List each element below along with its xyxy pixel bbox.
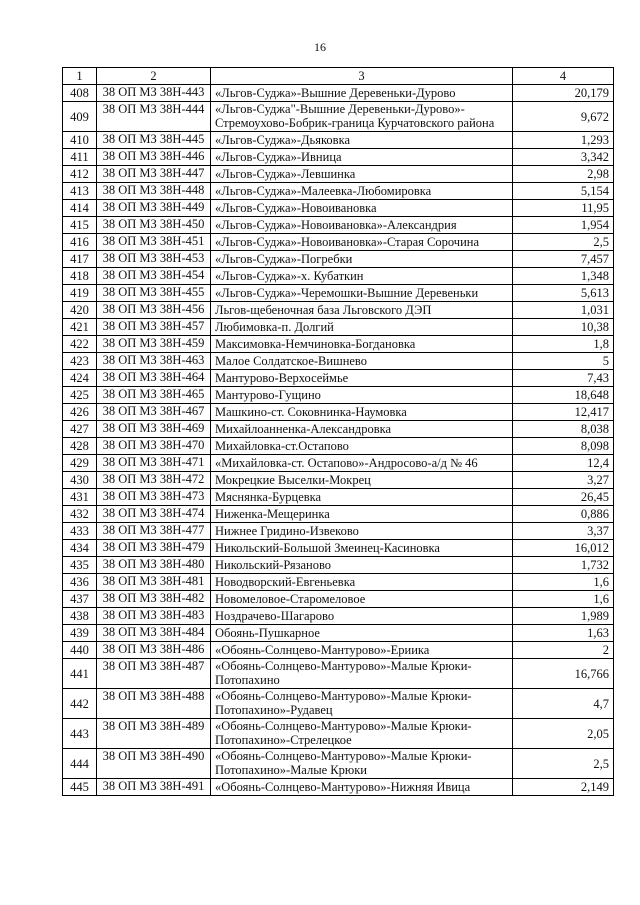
road-length: 26,45: [513, 489, 614, 506]
road-name: [211, 319, 513, 336]
row-number: 427: [63, 421, 97, 438]
road-length: 3,27: [513, 472, 614, 489]
road-length: 7,457: [513, 251, 614, 268]
road-code: 38 ОП МЗ 38Н-470: [97, 438, 211, 455]
road-name: [211, 149, 513, 166]
road-name: [211, 574, 513, 591]
row-number: 425: [63, 387, 97, 404]
road-name-line: Новодворский-Евгеньевка: [215, 575, 356, 589]
table-row: [63, 166, 614, 183]
row-number: 419: [63, 285, 97, 302]
table-row: [63, 302, 614, 319]
row-number: 436: [63, 574, 97, 591]
row-number: 413: [63, 183, 97, 200]
road-name-line: Мантурово-Верхосеймье: [215, 371, 349, 385]
road-code: 38 ОП МЗ 38Н-459: [97, 336, 211, 353]
road-name: [211, 183, 513, 200]
road-name-line: «Льгов-Суджа"-Вышние Деревеньки-Дурово»-: [215, 102, 465, 116]
table-row: [63, 149, 614, 166]
road-name: [211, 540, 513, 557]
road-name: [211, 251, 513, 268]
road-length: 11,95: [513, 200, 614, 217]
road-code: 38 ОП МЗ 38Н-454: [97, 268, 211, 285]
road-length: 9,672: [513, 102, 614, 132]
road-length: 18,648: [513, 387, 614, 404]
road-name: [211, 85, 513, 102]
row-number: 422: [63, 336, 97, 353]
row-number: 431: [63, 489, 97, 506]
table-row: [63, 557, 614, 574]
road-length: 12,4: [513, 455, 614, 472]
road-length: 5,154: [513, 183, 614, 200]
road-name: [211, 472, 513, 489]
road-name-line: Мокрецкие Выселки-Мокрец: [215, 473, 371, 487]
road-length: 1,954: [513, 217, 614, 234]
road-length: 2,149: [513, 779, 614, 796]
road-name: [211, 285, 513, 302]
road-length: 2,98: [513, 166, 614, 183]
road-code: 38 ОП МЗ 38Н-467: [97, 404, 211, 421]
row-number: 412: [63, 166, 97, 183]
table-row: [63, 387, 614, 404]
table-row: [63, 336, 614, 353]
table-row: [63, 217, 614, 234]
road-code: 38 ОП МЗ 38Н-474: [97, 506, 211, 523]
road-code: 38 ОП МЗ 38Н-450: [97, 217, 211, 234]
road-code: 38 ОП МЗ 38Н-482: [97, 591, 211, 608]
road-length: 7,43: [513, 370, 614, 387]
road-length: 16,766: [513, 659, 614, 689]
road-code: 38 ОП МЗ 38Н-469: [97, 421, 211, 438]
road-name-line: «Льгов-Суджа»-Дьяковка: [215, 133, 351, 147]
road-name-line: Мяснянка-Бурцевка: [215, 490, 322, 504]
road-name: [211, 336, 513, 353]
road-name: [211, 217, 513, 234]
road-name-line: Ноздрачево-Шагарово: [215, 609, 335, 623]
column-header: 1: [63, 68, 97, 85]
row-number: 440: [63, 642, 97, 659]
road-length: 2,5: [513, 234, 614, 251]
road-code: 38 ОП МЗ 38Н-456: [97, 302, 211, 319]
road-name: [211, 523, 513, 540]
road-code: 38 ОП МЗ 38Н-471: [97, 455, 211, 472]
table-row: [63, 574, 614, 591]
road-code: 38 ОП МЗ 38Н-455: [97, 285, 211, 302]
table-row: [63, 779, 614, 796]
road-name: [211, 132, 513, 149]
table-row: [63, 689, 614, 719]
table-row: [63, 183, 614, 200]
road-name-line: «Обоянь-Солнцево-Мантурово»-Малые Крюки-: [215, 749, 472, 763]
road-name-line: Нижнее Гридино-Извеково: [215, 524, 359, 538]
road-length: 3,37: [513, 523, 614, 540]
column-header: 3: [211, 68, 513, 85]
road-code: 38 ОП МЗ 38Н-443: [97, 85, 211, 102]
road-name: [211, 659, 513, 689]
road-length: 5: [513, 353, 614, 370]
road-name-line: Потопахино»-Стрелецкое: [215, 733, 352, 747]
road-name-line: Потопахино: [215, 673, 280, 687]
road-name: [211, 779, 513, 796]
road-name-line: «Льгов-Суджа»-Черемошки-Вышние Деревеньки: [215, 286, 479, 300]
road-name-line: Никольский-Большой Змеинец-Касиновка: [215, 541, 440, 555]
road-code: 38 ОП МЗ 38Н-453: [97, 251, 211, 268]
row-number: 418: [63, 268, 97, 285]
road-name-line: Машкино-ст. Соковнинка-Наумовка: [215, 405, 407, 419]
table-row: [63, 251, 614, 268]
row-number: 430: [63, 472, 97, 489]
road-code: 38 ОП МЗ 38Н-457: [97, 319, 211, 336]
road-name-line: «Михайловка-ст. Остапово»-Андросово-а/д № 46: [215, 456, 478, 470]
table-row: [63, 523, 614, 540]
road-length: 1,63: [513, 625, 614, 642]
road-name-line: «Льгов-Суджа»-Новоивановка: [215, 201, 377, 215]
row-number: 416: [63, 234, 97, 251]
road-length: 12,417: [513, 404, 614, 421]
road-code: 38 ОП МЗ 38Н-479: [97, 540, 211, 557]
table-row: [63, 404, 614, 421]
table-row: [63, 200, 614, 217]
row-number: 443: [63, 719, 97, 749]
road-name-line: Михайловка-ст.Остапово: [215, 439, 349, 453]
row-number: 444: [63, 749, 97, 779]
road-name-line: «Обоянь-Солнцево-Мантурово»-Малые Крюки-: [215, 719, 472, 733]
row-number: 426: [63, 404, 97, 421]
road-name-line: Потопахино»-Рудавец: [215, 703, 333, 717]
row-number: 441: [63, 659, 97, 689]
road-length: 0,886: [513, 506, 614, 523]
road-name: [211, 102, 513, 132]
road-length: 16,012: [513, 540, 614, 557]
road-length: 10,38: [513, 319, 614, 336]
column-header: 2: [97, 68, 211, 85]
road-name: [211, 268, 513, 285]
road-code: 38 ОП МЗ 38Н-472: [97, 472, 211, 489]
road-name: [211, 455, 513, 472]
road-name: [211, 749, 513, 779]
road-name-line: Новомеловое-Старомеловое: [215, 592, 366, 606]
road-length: 4,7: [513, 689, 614, 719]
road-name-line: «Льгов-Суджа»-Малеевка-Любомировка: [215, 184, 432, 198]
road-length: 1,989: [513, 608, 614, 625]
road-length: 1,6: [513, 574, 614, 591]
road-name: [211, 608, 513, 625]
road-name-line: «Льгов-Суджа»-Левшинка: [215, 167, 356, 181]
table-row: [63, 608, 614, 625]
road-name-line: «Льгов-Суджа»-Новоивановка»-Александрия: [215, 218, 457, 232]
road-name: [211, 387, 513, 404]
road-length: 1,732: [513, 557, 614, 574]
table-row: [63, 472, 614, 489]
table-row: [63, 642, 614, 659]
row-number: 445: [63, 779, 97, 796]
table-row: [63, 234, 614, 251]
road-code: 38 ОП МЗ 38Н-465: [97, 387, 211, 404]
table-row: [63, 353, 614, 370]
row-number: 411: [63, 149, 97, 166]
road-code: 38 ОП МЗ 38Н-480: [97, 557, 211, 574]
table-row: [63, 625, 614, 642]
road-name: [211, 302, 513, 319]
table-row: [63, 85, 614, 102]
road-code: 38 ОП МЗ 38Н-463: [97, 353, 211, 370]
table-body: [63, 85, 614, 796]
road-name-line: Никольский-Рязаново: [215, 558, 332, 572]
row-number: 421: [63, 319, 97, 336]
road-name-line: Любимовка-п. Долгий: [215, 320, 334, 334]
road-name: [211, 625, 513, 642]
road-name-line: «Льгов-Суджа»-х. Кубаткин: [215, 269, 364, 283]
road-length: 20,179: [513, 85, 614, 102]
road-name-line: Мантурово-Гущино: [215, 388, 321, 402]
roads-table: [62, 67, 614, 796]
column-header: 4: [513, 68, 614, 85]
road-code: 38 ОП МЗ 38Н-487: [97, 659, 211, 689]
row-number: 434: [63, 540, 97, 557]
road-name-line: Льгов-щебеночная база Льговского ДЭП: [215, 303, 432, 317]
table-row: [63, 268, 614, 285]
road-name: [211, 591, 513, 608]
table-row: [63, 421, 614, 438]
road-name-line: Михайлоанненка-Александровка: [215, 422, 392, 436]
table-row: [63, 370, 614, 387]
road-name-line: «Обоянь-Солнцево-Мантурово»-Малые Крюки-: [215, 659, 472, 673]
road-code: 38 ОП МЗ 38Н-481: [97, 574, 211, 591]
row-number: 409: [63, 102, 97, 132]
road-name-line: Обоянь-Пушкарное: [215, 626, 320, 640]
road-length: 1,293: [513, 132, 614, 149]
road-code: 38 ОП МЗ 38Н-451: [97, 234, 211, 251]
row-number: 442: [63, 689, 97, 719]
road-name: [211, 166, 513, 183]
table-row: [63, 506, 614, 523]
road-name-line: «Льгов-Суджа»-Погребки: [215, 252, 353, 266]
table-row: [63, 102, 614, 132]
road-code: 38 ОП МЗ 38Н-445: [97, 132, 211, 149]
road-code: 38 ОП МЗ 38Н-491: [97, 779, 211, 796]
table-row: [63, 719, 614, 749]
road-code: 38 ОП МЗ 38Н-464: [97, 370, 211, 387]
road-code: 38 ОП МЗ 38Н-446: [97, 149, 211, 166]
table-row: [63, 489, 614, 506]
table-row: [63, 438, 614, 455]
row-number: 424: [63, 370, 97, 387]
road-length: 8,098: [513, 438, 614, 455]
row-number: 437: [63, 591, 97, 608]
road-name-line: «Обоянь-Солнцево-Мантурово»-Ериика: [215, 643, 430, 657]
road-length: 1,8: [513, 336, 614, 353]
road-name: [211, 557, 513, 574]
table-row: [63, 285, 614, 302]
road-length: 3,342: [513, 149, 614, 166]
road-name: [211, 234, 513, 251]
row-number: 415: [63, 217, 97, 234]
table-row: [63, 132, 614, 149]
road-name: [211, 506, 513, 523]
road-code: 38 ОП МЗ 38Н-489: [97, 719, 211, 749]
row-number: 423: [63, 353, 97, 370]
road-code: 38 ОП МЗ 38Н-444: [97, 102, 211, 132]
road-name: [211, 642, 513, 659]
road-name-line: Ниженка-Мещеринка: [215, 507, 330, 521]
row-number: 433: [63, 523, 97, 540]
row-number: 429: [63, 455, 97, 472]
row-number: 417: [63, 251, 97, 268]
road-code: 38 ОП МЗ 38Н-486: [97, 642, 211, 659]
road-length: 1,031: [513, 302, 614, 319]
table-row: [63, 749, 614, 779]
road-name: [211, 353, 513, 370]
row-number: 432: [63, 506, 97, 523]
road-code: 38 ОП МЗ 38Н-490: [97, 749, 211, 779]
road-length: 1,348: [513, 268, 614, 285]
road-length: 2,5: [513, 749, 614, 779]
road-length: 2: [513, 642, 614, 659]
row-number: 420: [63, 302, 97, 319]
row-number: 408: [63, 85, 97, 102]
road-code: 38 ОП МЗ 38Н-447: [97, 166, 211, 183]
road-code: 38 ОП МЗ 38Н-483: [97, 608, 211, 625]
table-row: [63, 319, 614, 336]
table-row: [63, 659, 614, 689]
road-name: [211, 421, 513, 438]
page-number: 16: [314, 40, 326, 54]
road-code: 38 ОП МЗ 38Н-473: [97, 489, 211, 506]
row-number: 414: [63, 200, 97, 217]
road-code: 38 ОП МЗ 38Н-484: [97, 625, 211, 642]
table-row: [63, 591, 614, 608]
road-name-line: Малое Солдатское-Вишнево: [215, 354, 368, 368]
road-length: 5,613: [513, 285, 614, 302]
row-number: 410: [63, 132, 97, 149]
road-name: [211, 370, 513, 387]
road-length: 2,05: [513, 719, 614, 749]
road-name-line: Максимовка-Немчиновка-Богдановка: [215, 337, 416, 351]
table-row: [63, 540, 614, 557]
road-name: [211, 689, 513, 719]
row-number: 435: [63, 557, 97, 574]
road-name: [211, 719, 513, 749]
row-number: 438: [63, 608, 97, 625]
road-name-line: «Льгов-Суджа»-Новоивановка»-Старая Сорочина: [215, 235, 479, 249]
road-length: 1,6: [513, 591, 614, 608]
road-name-line: «Обоянь-Солнцево-Мантурово»-Нижняя Ивица: [215, 780, 471, 794]
road-name: [211, 489, 513, 506]
road-code: 38 ОП МЗ 38Н-477: [97, 523, 211, 540]
road-name: [211, 438, 513, 455]
road-name: [211, 200, 513, 217]
road-code: 38 ОП МЗ 38Н-449: [97, 200, 211, 217]
road-name-line: Стремоухово-Бобрик-граница Курчатовского района: [215, 116, 495, 130]
road-name: [211, 404, 513, 421]
table-header-row: [63, 68, 614, 85]
row-number: 428: [63, 438, 97, 455]
row-number: 439: [63, 625, 97, 642]
table-row: [63, 455, 614, 472]
road-name-line: Потопахино»-Малые Крюки: [215, 763, 367, 777]
road-name-line: «Льгов-Суджа»-Вышние Деревеньки-Дурово: [215, 86, 456, 100]
road-name-line: «Обоянь-Солнцево-Мантурово»-Малые Крюки-: [215, 689, 472, 703]
road-length: 8,038: [513, 421, 614, 438]
road-name-line: «Льгов-Суджа»-Ивница: [215, 150, 342, 164]
road-code: 38 ОП МЗ 38Н-488: [97, 689, 211, 719]
road-code: 38 ОП МЗ 38Н-448: [97, 183, 211, 200]
